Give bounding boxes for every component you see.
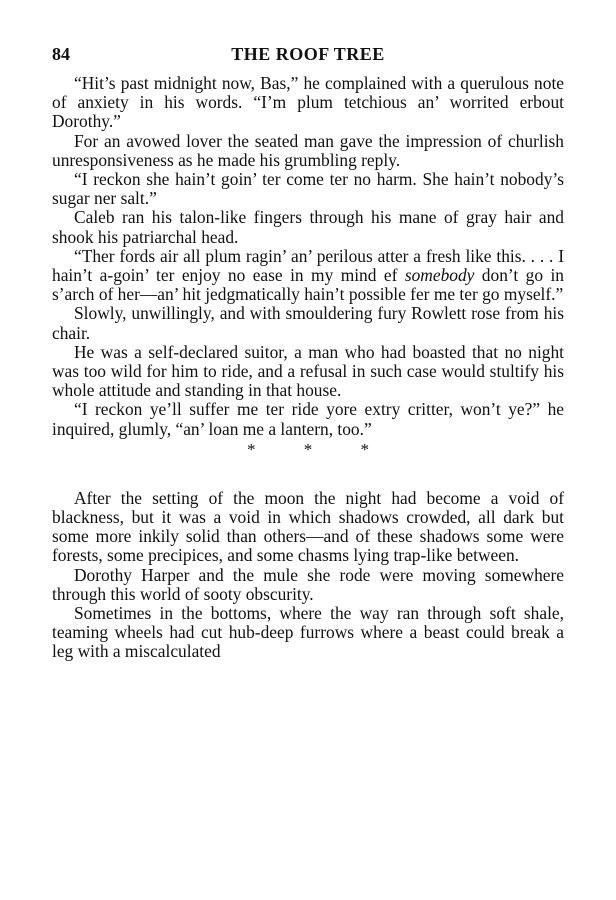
running-head [52,44,564,74]
section-break-star: * [360,439,369,459]
paragraph: “Ther fords air all plum ragin’ an’ perilous atter a fresh like this. . . . I hain’t a-goin’ ter enjoy no ease in my mind ef somebody don’t go in s’arch of her—an’ hit jedgmatically hain’t possible fer me ter go myself.” [52,245,564,305]
paragraph: Dorothy Harper and the mule she rode were moving somewhere through this world of sooty obscurity. [52,564,564,604]
paragraph: After the setting of the moon the night had become a void of blackness, but it was a void in which shadows crowded, all dark but some more inkily solid than others—and of these shadows some were forests, some precipices, and some chasms lying trap-like between. [52,487,564,566]
running-title: THE ROOF TREE [231,44,385,64]
book-page [52,44,564,662]
body-text [52,74,564,662]
paragraph: He was a self-declared suitor, a man who had boasted that no night was too wild for him to ride, and a refusal in such case would stultify his whole attitude and standing in that house. [52,341,564,401]
paragraph: “I reckon ye’ll suffer me ter ride yore extry critter, won’t ye?” he inquired, glumly, “an’ loan me a lantern, too.” [52,399,564,439]
paragraph: Slowly, unwillingly, and with smouldering fury Rowlett rose from his chair. [52,303,564,343]
section-break [52,439,564,489]
paragraph: “I reckon she hain’t goin’ ter come ter no harm. She hain’t nobody’s sugar ner salt.” [52,169,564,209]
page-number: 84 [52,44,70,64]
paragraph: Caleb ran his talon-like fingers through his mane of gray hair and shook his patriarchal head. [52,207,564,247]
paragraph: Sometimes in the bottoms, where the way ran through soft shale, teaming wheels had cut hub-deep furrows where a beast could break a leg with a miscalculated [52,603,564,662]
paragraph: For an avowed lover the seated man gave the impression of churlish unresponsiveness as he made his grumbling reply. [52,130,564,170]
section-break-star: * [303,439,313,459]
emphasis: somebody [404,265,475,286]
section-break-star: * [247,439,256,459]
paragraph: “Hit’s past midnight now, Bas,” he complained with a querulous note of anxiety in his words. “I’m plum tetchious an’ worrited erbout Dorothy.” [52,73,564,132]
